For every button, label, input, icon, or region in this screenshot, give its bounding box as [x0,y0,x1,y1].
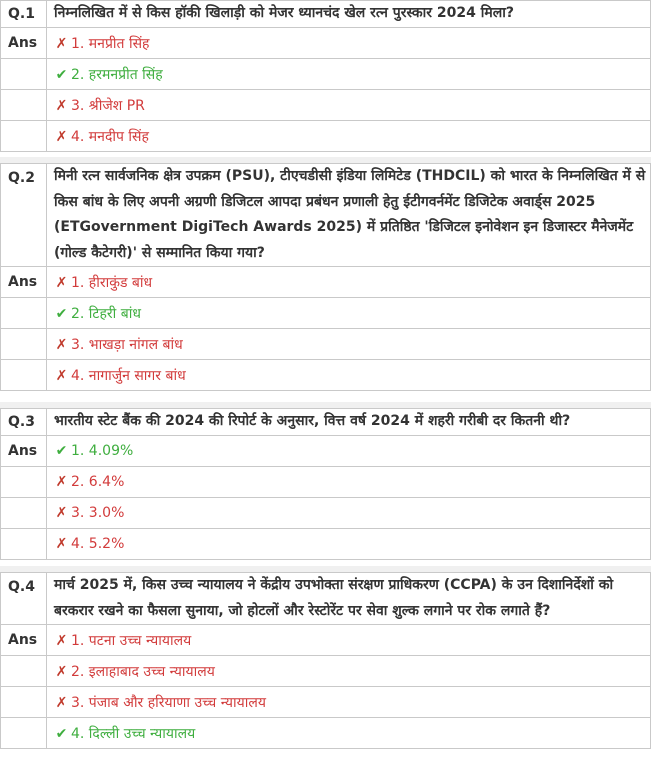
option-1[interactable] [47,28,651,59]
empty-cell [1,529,47,560]
question-block-4 [0,572,651,749]
cross-icon: ✗ [55,694,68,711]
empty-cell [1,687,47,718]
question-number: Q.1 [1,1,47,28]
question-number: Q.3 [1,409,47,436]
empty-cell [1,59,47,90]
option-text: 4. दिल्ली उच्च न्यायालय [71,725,196,742]
empty-cell [1,121,47,152]
cross-icon: ✗ [55,632,68,649]
question-text: भारतीय स्टेट बैंक की 2024 की रिपोर्ट के अनुसार, वित्त वर्ष 2024 में शहरी गरीबी दर कितनी थी? [47,409,651,436]
cross-icon: ✗ [55,128,68,145]
option-text: 1. मनप्रीत सिंह [71,35,150,52]
option-4[interactable] [47,121,651,152]
empty-cell [1,656,47,687]
option-text: 4. नागार्जुन सागर बांध [71,367,186,384]
question-table [0,0,651,152]
check-icon: ✔ [55,66,68,83]
cross-icon: ✗ [55,35,68,52]
option-text: 3. भाखड़ा नांगल बांध [71,336,183,353]
option-1[interactable] [47,436,651,467]
option-3[interactable] [47,687,651,718]
option-text: 4. मनदीप सिंह [71,128,149,145]
cross-icon: ✗ [55,336,68,353]
option-text: 1. हीराकुंड बांध [71,274,153,291]
cross-icon: ✗ [55,97,68,114]
question-block-3 [0,408,651,560]
cross-icon: ✗ [55,536,68,552]
option-text: 2. इलाहाबाद उच्च न्यायालय [71,663,215,680]
option-4[interactable] [47,360,651,391]
option-3[interactable] [47,498,651,529]
option-2[interactable] [47,467,651,498]
question-text: मिनी रत्न सार्वजनिक क्षेत्र उपक्रम (PSU), टीएचडीसी इंडिया लिमिटेड (THDCIL) को भारत के निम्नलिखित में से किस बांध के लिए अपनी अग्रणी डिजिटल आपदा प्रबंधन प्रणाली हेतु ईटीगवर्नमेंट डिजिटेक अवार्ड्स 2025 (ETGovernment DigiTech Awards 2025) में प्रतिष्ठित 'डिजिटल इनोवेशन इन डिजास्टर मैनेजमेंट (गोल्ड कैटेगरी)' से सम्मानित किया गया? [47,164,651,267]
question-block-2 [0,163,651,391]
cross-icon: ✗ [55,274,68,291]
option-4[interactable] [47,718,651,749]
ans-label: Ans [1,436,47,467]
option-1[interactable] [47,267,651,298]
empty-cell [1,467,47,498]
empty-cell [1,360,47,391]
cross-icon: ✗ [55,663,68,680]
option-text: 3. पंजाब और हरियाणा उच्च न्यायालय [71,694,266,711]
ans-label: Ans [1,625,47,656]
question-block-1 [0,0,651,152]
empty-cell [1,329,47,360]
question-text: मार्च 2025 में, किस उच्च न्यायालय ने केंद्रीय उपभोक्ता संरक्षण प्राधिकरण (CCPA) के उन दिशानिर्देशों को बरकरार रखने का फैसला सुनाया, जो होटलों और रेस्टोरेंट पर सेवा शुल्क लगाने पर रोक लगाते हैं? [47,573,651,625]
question-number: Q.4 [1,573,47,625]
option-text: 3. श्रीजेश PR [71,97,145,114]
option-text: 2. टिहरी बांध [71,305,141,322]
option-3[interactable] [47,90,651,121]
option-2[interactable] [47,59,651,90]
empty-cell [1,498,47,529]
option-text: 1. पटना उच्च न्यायालय [71,632,192,649]
option-2[interactable] [47,656,651,687]
option-text: 2. 6.4% [71,474,125,490]
option-text: 4. 5.2% [71,536,125,552]
option-3[interactable] [47,329,651,360]
question-text: निम्नलिखित में से किस हॉकी खिलाड़ी को मेजर ध्यानचंद खेल रत्न पुरस्कार 2024 मिला? [47,1,651,28]
question-number: Q.2 [1,164,47,267]
cross-icon: ✗ [55,474,68,490]
option-4[interactable] [47,529,651,560]
empty-cell [1,718,47,749]
cross-icon: ✗ [55,505,68,521]
option-2[interactable] [47,298,651,329]
cross-icon: ✗ [55,367,68,384]
question-table [0,163,651,391]
check-icon: ✔ [55,725,68,742]
empty-cell [1,90,47,121]
ans-label: Ans [1,267,47,298]
empty-cell [1,298,47,329]
ans-label: Ans [1,28,47,59]
check-icon: ✔ [55,443,68,459]
check-icon: ✔ [55,305,68,322]
option-text: 1. 4.09% [71,443,134,459]
question-table [0,572,651,749]
option-text: 3. 3.0% [71,505,125,521]
option-1[interactable] [47,625,651,656]
question-table [0,408,651,560]
option-text: 2. हरमनप्रीत सिंह [71,66,163,83]
